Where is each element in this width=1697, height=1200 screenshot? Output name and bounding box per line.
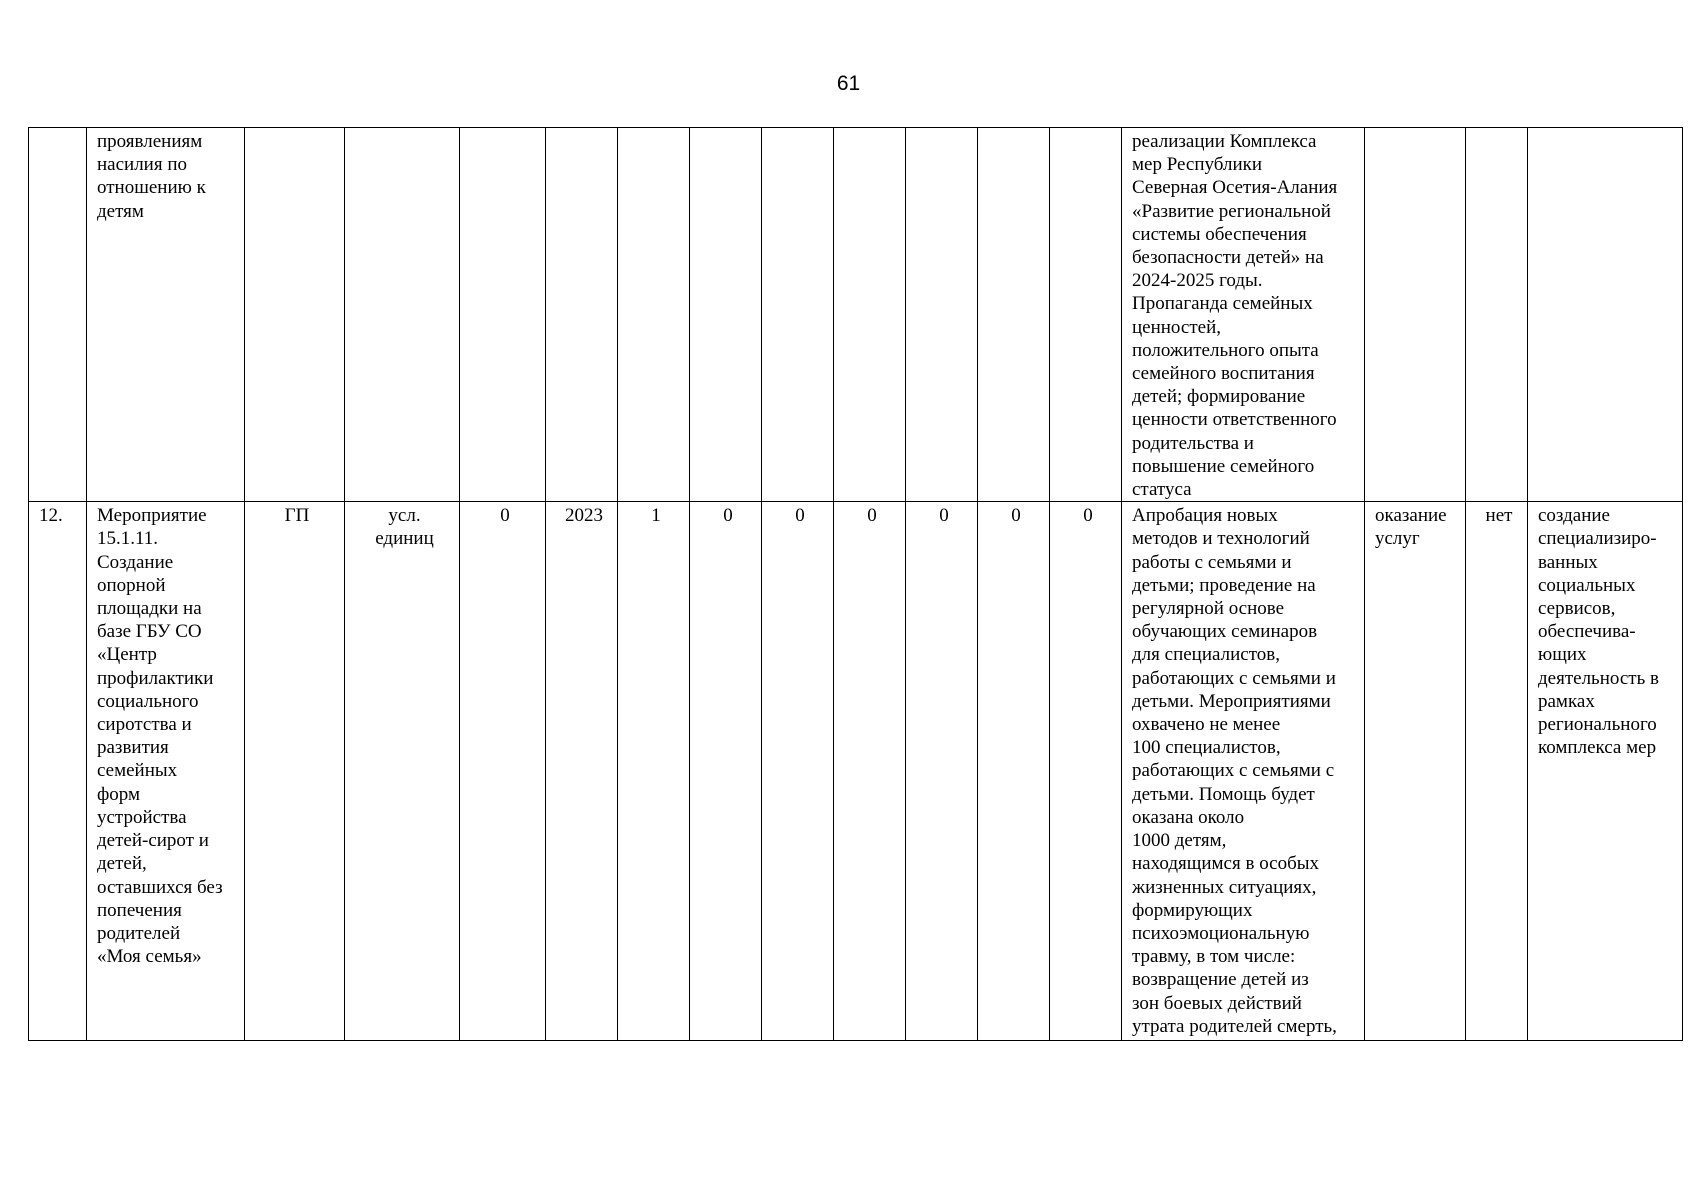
- cell-description: реализации Комплекса мер Республики Северная Осетия-Алания «Развитие региональной системы обеспечения безопасности детей» на 2024-2025 годы. Пропаганда семейных ценностей, положительного опыта семейного воспитания детей; формирование ценности ответственного родительства и повышение семейного статуса: [1122, 128, 1365, 502]
- measures-table: [28, 127, 1683, 1041]
- cell-type: оказание услуг: [1365, 502, 1466, 1041]
- cell-flag: [1466, 128, 1528, 502]
- cell-value-6: 0: [978, 502, 1050, 1041]
- cell-result: [1528, 128, 1683, 502]
- cell-type: [1365, 128, 1466, 502]
- cell-level: [245, 128, 345, 502]
- cell-number: 12.: [29, 502, 87, 1041]
- cell-base-year: 2023: [546, 502, 618, 1041]
- cell-value-2: 0: [690, 502, 762, 1041]
- cell-base-value: 0: [460, 502, 546, 1041]
- cell-value-4: [834, 128, 906, 502]
- cell-value-7: [1050, 128, 1122, 502]
- cell-name: Мероприятие 15.1.11. Создание опорной площадки на базе ГБУ СО «Центр профилактики социального сиротства и развития семейных форм устройства детей-сирот и детей, оставшихся без попечения родителей «Моя семья»: [87, 502, 245, 1041]
- cell-value-5: 0: [906, 502, 978, 1041]
- cell-value-5: [906, 128, 978, 502]
- cell-result: создание специализиро- ванных социальных сервисов, обеспечива- ющих деятельность в рамках регионального комплекса мер: [1528, 502, 1683, 1041]
- table-row: [29, 128, 1683, 502]
- table-row: [29, 502, 1683, 1041]
- cell-base-year: [546, 128, 618, 502]
- cell-value-1: [618, 128, 690, 502]
- cell-description: Апробация новых методов и технологий работы с семьями и детьми; проведение на регулярной основе обучающих семинаров для специалистов, работающих с семьями и детьми. Мероприятиями охвачено не менее 100 специалистов, работающих с семьями с детьми. Помощь будет оказана около 1000 детям, находящимся в особых жизненных ситуациях, формирующих психоэмоциональную травму, в том числе: возвращение детей из зон боевых действий утрата родителей смерть,: [1122, 502, 1365, 1041]
- cell-number: [29, 128, 87, 502]
- cell-name: проявлениям насилия по отношению к детям: [87, 128, 245, 502]
- cell-value-2: [690, 128, 762, 502]
- cell-base-value: [460, 128, 546, 502]
- cell-unit: [345, 128, 460, 502]
- cell-value-3: 0: [762, 502, 834, 1041]
- cell-value-7: 0: [1050, 502, 1122, 1041]
- cell-value-6: [978, 128, 1050, 502]
- cell-level: ГП: [245, 502, 345, 1041]
- cell-value-1: 1: [618, 502, 690, 1041]
- cell-value-3: [762, 128, 834, 502]
- cell-value-4: 0: [834, 502, 906, 1041]
- cell-flag: нет: [1466, 502, 1528, 1041]
- page-number: 61: [836, 72, 861, 95]
- cell-unit: усл. единиц: [345, 502, 460, 1041]
